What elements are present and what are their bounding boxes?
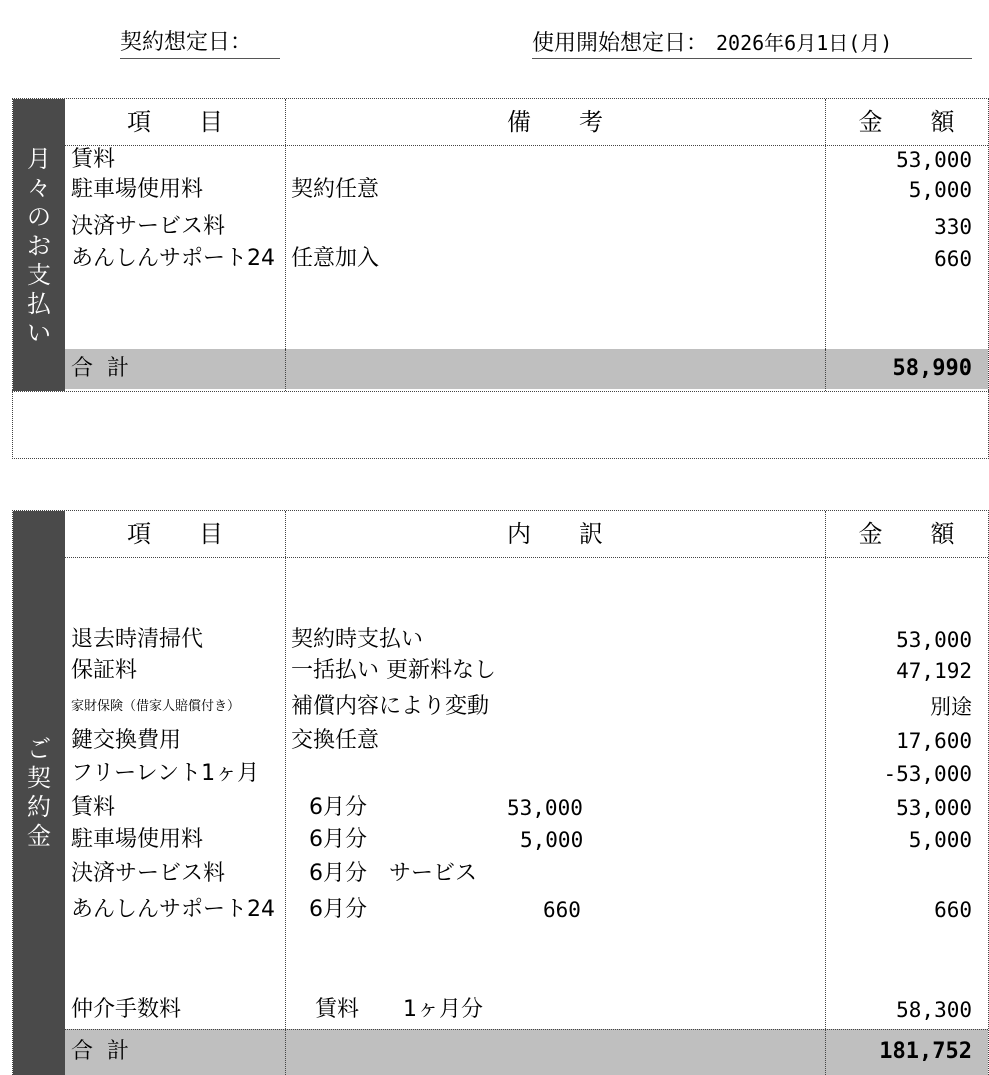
row-amount: 660 (934, 898, 972, 922)
row-amount: 53,000 (896, 148, 972, 172)
table-row (65, 625, 988, 655)
side-char: お (27, 232, 51, 260)
total-amount: 58,990 (892, 356, 972, 381)
side-char: ご (27, 735, 51, 763)
side-char: 支 (27, 261, 51, 289)
row-sub-amount: 5,000 (520, 828, 584, 852)
monthly-side-label (13, 99, 65, 391)
table-row (65, 793, 988, 823)
row-amount: 5,000 (908, 178, 972, 202)
row-amount: 53,000 (896, 628, 972, 652)
contract-date-label: 契約想定日： (120, 30, 253, 55)
col-header-amount: 金 額 (858, 520, 955, 548)
col-divider (825, 349, 826, 391)
row-detail: 一括払い 更新料なし (291, 658, 496, 683)
col-divider (825, 1029, 826, 1075)
table-row (65, 692, 988, 722)
row-item: 保証料 (71, 658, 138, 683)
row-item: 決済サービス料 (71, 861, 226, 886)
row-item: あんしんサポート24 (71, 246, 275, 271)
table-row (65, 825, 988, 855)
side-char: 約 (27, 793, 51, 821)
table-row (65, 859, 988, 889)
col-header-note: 備 考 (507, 108, 603, 136)
contract-date-field (120, 28, 280, 59)
monthly-payment-table (12, 98, 989, 392)
row-amount: 330 (934, 215, 972, 239)
col-header-item: 項 目 (127, 108, 223, 136)
row-amount: 58,300 (896, 998, 972, 1022)
row-note: 任意加入 (291, 246, 380, 271)
row-detail: 契約時支払い (291, 627, 424, 652)
row-detail: 賃料 1ヶ月分 (315, 997, 483, 1022)
col-header-detail: 内 訳 (507, 520, 603, 548)
side-char: い (27, 319, 51, 347)
side-char: 金 (27, 822, 51, 850)
row-sub-amount: 660 (543, 898, 581, 922)
row-item: あんしんサポート24 (71, 897, 275, 922)
side-char: 契 (27, 764, 51, 792)
row-amount: -53,000 (883, 762, 972, 786)
table-row (65, 212, 988, 242)
row-item: 決済サービス料 (71, 214, 226, 239)
contract-side-label (13, 511, 65, 1075)
col-header-item: 項 目 (127, 520, 223, 548)
contract-total-row (65, 1029, 988, 1075)
row-item: 賃料 (71, 147, 116, 172)
row-item: 退去時清掃代 (71, 627, 204, 652)
total-label: 合計 (71, 1039, 144, 1064)
start-date-field (532, 28, 972, 59)
table-row (65, 656, 988, 686)
row-item: 鍵交換費用 (71, 728, 182, 753)
side-char: 月 (27, 145, 51, 173)
row-detail: 6月分 サービス (309, 861, 477, 886)
contract-fee-table (12, 510, 989, 1075)
row-detail: 6月分 (309, 795, 367, 820)
row-note: 契約任意 (291, 177, 380, 202)
row-item: 駐車場使用料 (71, 827, 204, 852)
col-header-amount: 金 額 (858, 108, 955, 136)
table-row (65, 175, 988, 205)
row-detail: 交換任意 (291, 728, 380, 753)
brokerage-fee-row (65, 995, 988, 1025)
row-amount: 別途 (930, 695, 972, 719)
table-row (65, 726, 988, 756)
row-sub-amount: 53,000 (507, 796, 583, 820)
row-detail: 6月分 (309, 827, 367, 852)
row-amount: 53,000 (896, 796, 972, 820)
monthly-total-row (65, 349, 988, 389)
total-amount: 181,752 (879, 1039, 972, 1064)
col-divider (285, 1029, 286, 1075)
row-amount: 660 (934, 247, 972, 271)
table-row (65, 145, 988, 175)
table-row (65, 759, 988, 789)
side-char: の (27, 203, 51, 231)
monthly-notes-box (12, 390, 989, 459)
row-item: 賃料 (71, 795, 116, 820)
side-char: 払 (27, 290, 51, 318)
side-char: 々 (27, 174, 51, 202)
total-divider (65, 1029, 988, 1030)
table-row (65, 244, 988, 274)
table-row (65, 895, 988, 925)
row-item: フリーレント1ヶ月 (71, 761, 260, 786)
start-date-label: 使用開始想定日： (532, 31, 709, 56)
row-amount: 47,192 (896, 659, 972, 683)
row-item: 仲介手数料 (71, 997, 182, 1022)
col-divider (285, 349, 286, 391)
row-detail: 6月分 (309, 897, 367, 922)
header-divider (65, 557, 988, 558)
total-label: 合計 (71, 356, 144, 381)
row-amount: 17,600 (896, 729, 972, 753)
start-date-value: 2026年6月1日(月) (716, 31, 893, 55)
row-amount: 5,000 (908, 828, 972, 852)
row-detail: 補償内容により変動 (291, 694, 490, 719)
row-item: 駐車場使用料 (71, 177, 204, 202)
row-item: 家財保険（借家人賠償付き） (71, 699, 241, 714)
